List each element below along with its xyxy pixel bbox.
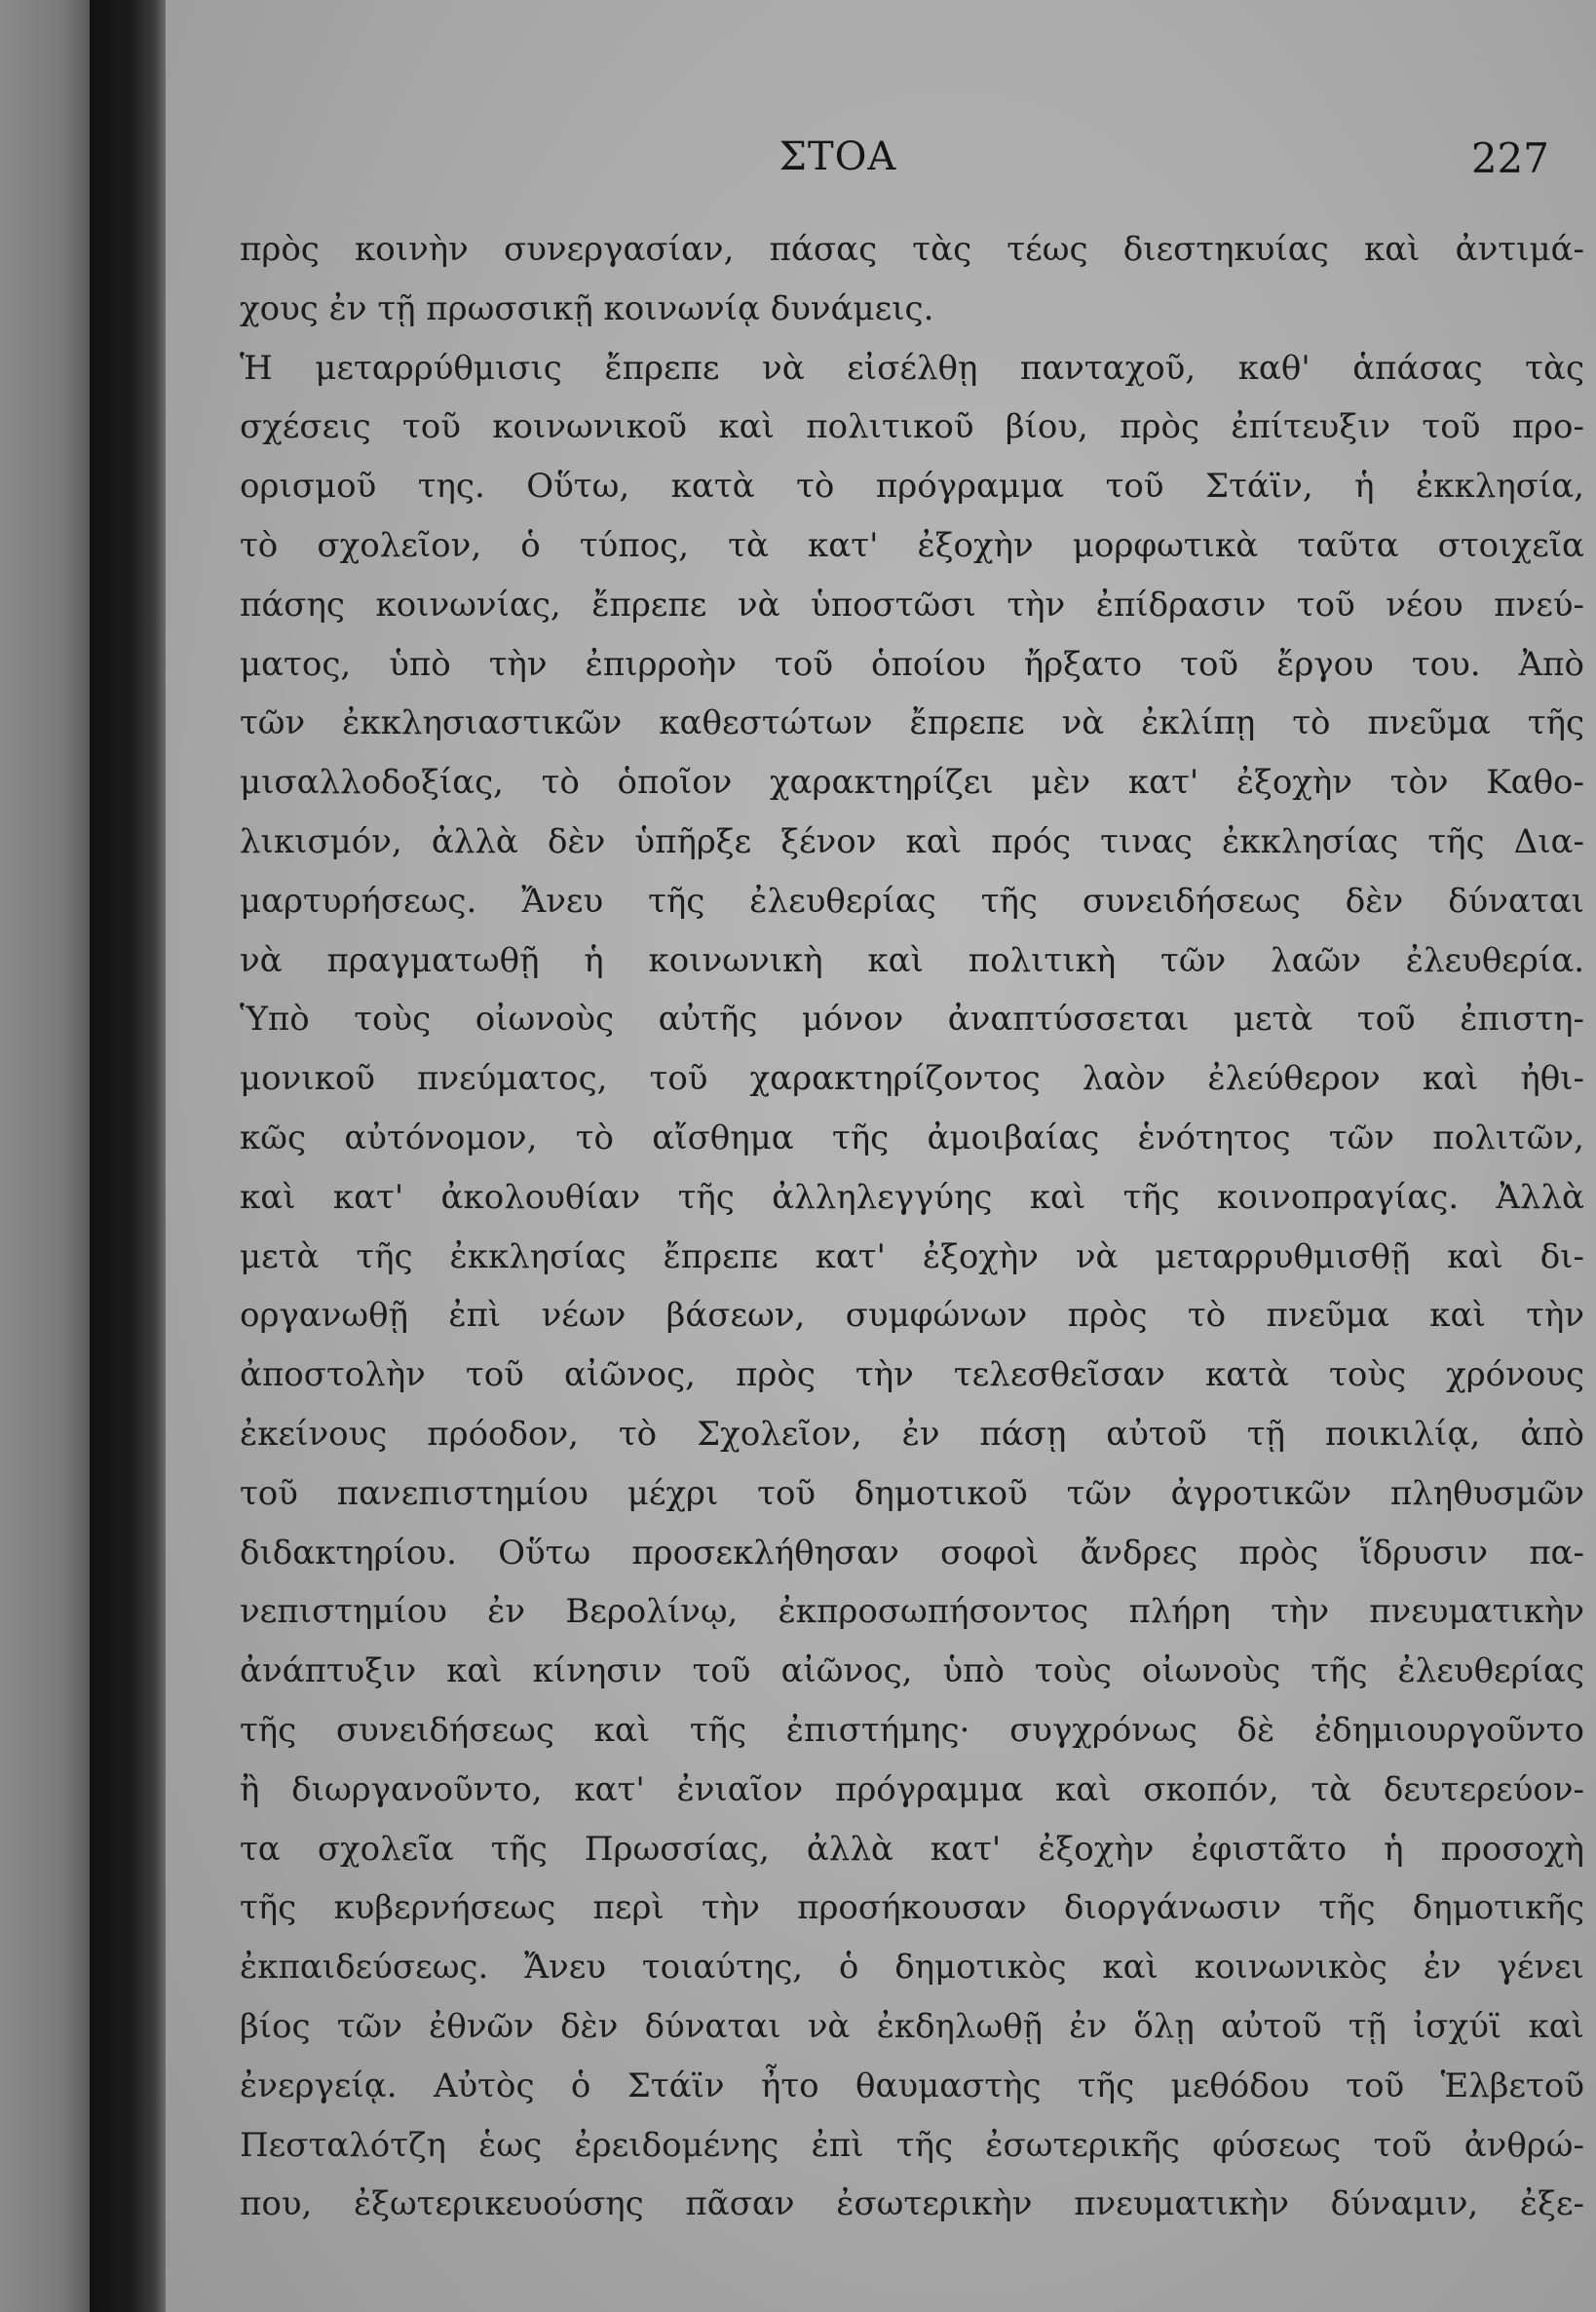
text-line: ματος, ὑπὸ τὴν ἐπιρροὴν τοῦ ὁποίου ἤρξατο τοῦ ἔργου του. Ἀπὸ [240,644,1584,684]
text-line: βίος τῶν ἐθνῶν δὲν δύναται νὰ ἐκδηλωθῇ ἐν ὅλῃ αὐτοῦ τῇ ἰσχύϊ καὶ [240,2006,1584,2046]
text-line: μονικοῦ πνεύματος, τοῦ χαρακτηρίζοντος λαὸν ἐλεύθερον καὶ ἠθι- [240,1059,1584,1099]
text-line: ἀνάπτυξιν καὶ κίνησιν τοῦ αἰῶνος, ὑπὸ τοὺς οἰωνοὺς τῆς ἐλευθερίας [240,1651,1584,1691]
text-line: ἀποστολὴν τοῦ αἰῶνος, πρὸς τὴν τελεσθεῖσαν κατὰ τοὺς χρόνους [240,1355,1584,1395]
text-line: τῶν ἐκκλησιαστικῶν καθεστώτων ἔπρεπε νὰ ἐκλίπῃ τὸ πνεῦμα τῆς [240,703,1584,743]
text-line: Ἡ μεταρρύθμισις ἔπρεπε νὰ εἰσέλθῃ πανταχοῦ, καθ' ἁπάσας τὰς [240,348,1584,388]
page-number: 227 [1470,134,1549,182]
text-line: τῆς συνειδήσεως καὶ τῆς ἐπιστήμης· συγχρόνως δὲ ἐδημιουργοῦντο [240,1710,1584,1750]
text-line: διδακτηρίου. Οὕτω προσεκλήθησαν σοφοὶ ἄνδρες πρὸς ἵδρυσιν πα- [240,1533,1584,1573]
text-line: κῶς αὐτόνομον, τὸ αἴσθημα τῆς ἀμοιβαίας ἑνότητος τῶν πολιτῶν, [240,1118,1584,1157]
text-line: τοῦ πανεπιστημίου μέχρι τοῦ δημοτικοῦ τῶν ἀγροτικῶν πληθυσμῶν [240,1473,1584,1513]
text-line: μετὰ τῆς ἐκκλησίας ἔπρεπε κατ' ἐξοχὴν νὰ μεταρρυθμισθῇ καὶ δι- [240,1236,1584,1276]
book-gutter-shadow [90,0,166,2312]
running-head-title: ΣΤΟΑ [779,134,897,179]
book-page [166,0,1596,2312]
text-line: τῆς κυβερνήσεως περὶ τὴν προσήκουσαν διοργάνωσιν τῆς δημοτικῆς [240,1888,1584,1928]
facing-page-edge [0,0,90,2312]
text-line: Πεσταλότζη ἑως ἐρειδομένης ἐπὶ τῆς ἐσωτερικῆς φύσεως τοῦ ἀνθρώ- [240,2125,1584,2165]
text-line: τα σχολεῖα τῆς Πρωσσίας, ἀλλὰ κατ' ἐξοχὴν ἐφιστᾶτο ἡ προσοχὴ [240,1829,1584,1869]
text-line: ἐκείνους πρόοδον, τὸ Σχολεῖον, ἐν πάσῃ αὐτοῦ τῇ ποικιλίᾳ, ἀπὸ [240,1414,1584,1454]
running-head [166,134,1596,193]
text-line: σχέσεις τοῦ κοινωνικοῦ καὶ πολιτικοῦ βίου, πρὸς ἐπίτευξιν τοῦ προ- [240,407,1584,447]
text-line: χους ἐν τῇ πρωσσικῇ κοινωνίᾳ δυνάμεις. [240,288,934,328]
text-line: πρὸς κοινὴν συνεργασίαν, πάσας τὰς τέως διεστηκυίας καὶ ἀντιμά- [240,230,1584,269]
text-line: ἐνεργείᾳ. Αὐτὸς ὁ Στάϊν ἦτο θαυμαστὴς τῆς μεθόδου τοῦ Ἑλβετοῦ [240,2066,1584,2105]
text-line: ἢ διωργανοῦντο, κατ' ἐνιαῖον πρόγραμμα καὶ σκοπόν, τὰ δευτερεύον- [240,1769,1584,1809]
text-line: τὸ σχολεῖον, ὁ τύπος, τὰ κατ' ἐξοχὴν μορφωτικὰ ταῦτα στοιχεῖα [240,525,1584,565]
text-line: νεπιστημίου ἐν Βερολίνῳ, ἐκπροσωπήσοντος πλήρη τὴν πνευματικὴν [240,1592,1584,1632]
text-line: πάσης κοινωνίας, ἔπρεπε νὰ ὑποστῶσι τὴν ἐπίδρασιν τοῦ νέου πνεύ- [240,585,1584,625]
text-line: καὶ κατ' ἀκολουθίαν τῆς ἀλληλεγγύης καὶ τῆς κοινοπραγίας. Ἀλλὰ [240,1177,1584,1217]
text-line: Ὑπὸ τοὺς οἰωνοὺς αὐτῆς μόνον ἀναπτύσσεται μετὰ τοῦ ἐπιστη- [240,1000,1584,1040]
text-line: λικισμόν, ἀλλὰ δὲν ὑπῆρξε ξένον καὶ πρός τινας ἐκκλησίας τῆς Δια- [240,821,1584,861]
text-line: ορισμοῦ της. Οὕτω, κατὰ τὸ πρόγραμμα τοῦ Στάϊν, ἡ ἐκκλησία, [240,467,1584,507]
body-text [240,220,1584,2234]
text-line: ἐκπαιδεύσεως. Ἄνευ τοιαύτης, ὁ δημοτικὸς καὶ κοινωνικὸς ἐν γένει [240,1948,1584,1988]
text-line: μαρτυρήσεως. Ἄνευ τῆς ἐλευθερίας τῆς συνειδήσεως δὲν δύναται [240,881,1584,921]
text-line: που, ἐξωτερικευούσης πᾶσαν ἐσωτερικὴν πνευματικὴν δύναμιν, ἐξε- [240,2184,1584,2224]
text-line: νὰ πραγματωθῇ ἡ κοινωνικὴ καὶ πολιτικὴ τῶν λαῶν ἐλευθερία. [240,940,1584,980]
text-line: μισαλλοδοξίας, τὸ ὁποῖον χαρακτηρίζει μὲν κατ' ἐξοχὴν τὸν Καθο- [240,763,1584,803]
text-line: οργανωθῇ ἐπὶ νέων βάσεων, συμφώνων πρὸς τὸ πνεῦμα καὶ τὴν [240,1296,1584,1336]
